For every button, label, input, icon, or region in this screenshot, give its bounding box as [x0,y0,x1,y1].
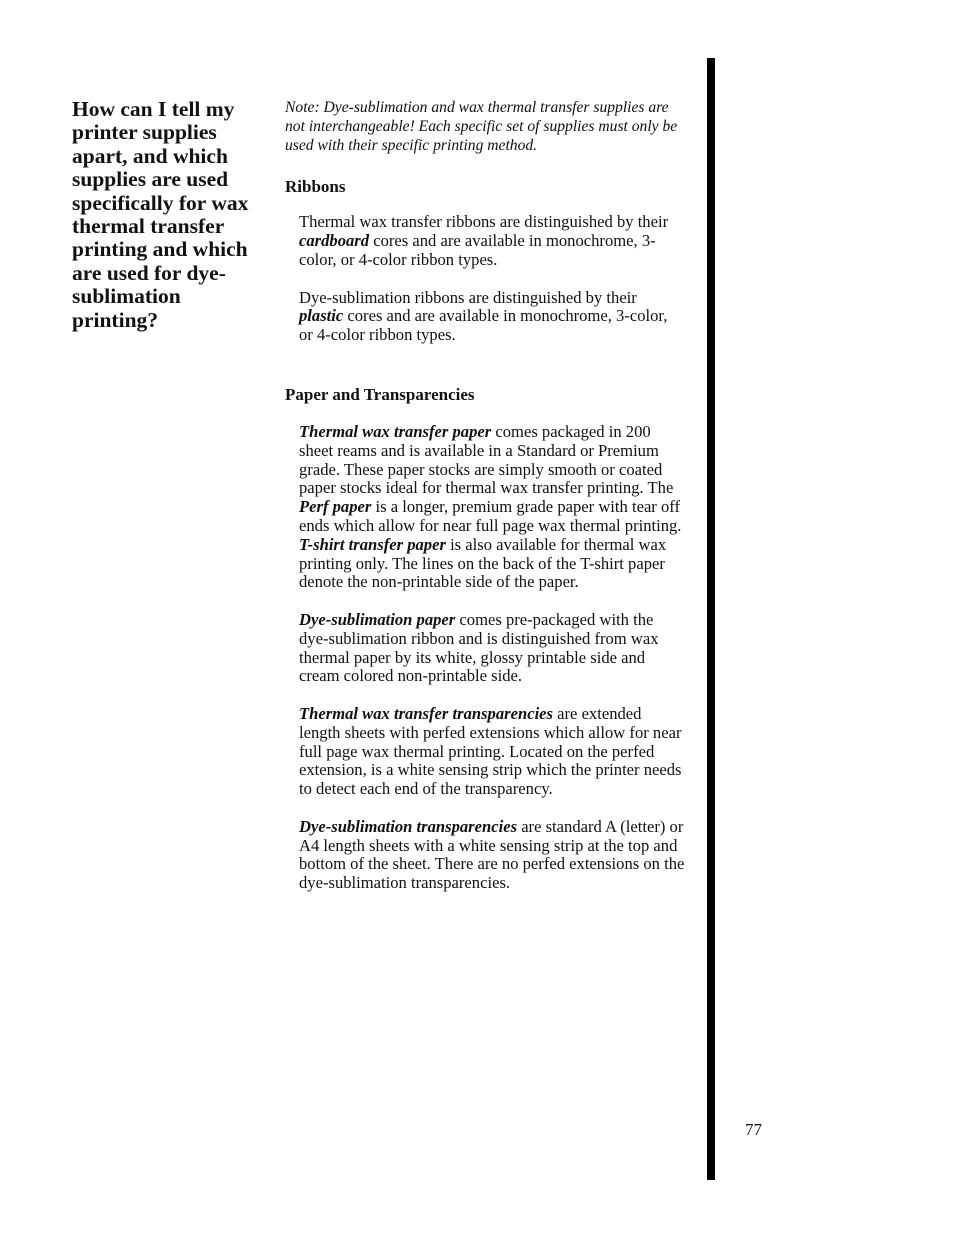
tshirt-paper-term: T-shirt transfer paper [299,534,446,554]
page-number: 77 [745,1120,762,1139]
wax-paper-text-b: is a longer, premium grade paper with tear off ends which allow for near full page wax thermal printing. [299,497,682,535]
wax-ribbon-paragraph [285,213,685,269]
wax-paper-paragraph [285,423,685,592]
wax-paper-text-c: is also available for thermal wax printing only. The lines on the back of the T-shirt paper denote the non-printable side of the paper. [299,534,667,592]
dye-transparencies-text: are standard A (letter) or A4 length sheets with a white sensing strip at the top and bottom of the sheet. There are no perfed extensions on the dye-sublimation transparencies. [299,816,685,893]
wax-paper-term: Thermal wax transfer paper [299,421,492,441]
dye-ribbon-term: plastic [299,306,344,326]
wax-transparencies-paragraph [285,705,685,799]
vertical-rule [707,58,715,1180]
dye-paper-text: comes pre-packaged with the dye-sublimation ribbon and is distinguished from wax thermal paper by its white, glossy printable side and cream colored non-printable side. [299,609,659,686]
dye-paper-paragraph [285,611,685,686]
question-heading: How can I tell my printer supplies apart, and which supplies are used specifically for wax thermal transfer printing and which are used for dye-sublimation printing? [72,97,249,332]
perf-paper-term: Perf paper [299,497,372,517]
dye-ribbon-text-b: cores and are available in monochrome, 3-color, or 4-color ribbon types. [299,306,668,345]
dye-transparencies-term: Dye-sublimation transparencies [299,816,518,836]
wax-ribbon-term: cardboard [299,231,370,251]
dye-paper-term: Dye-sublimation paper [299,609,456,629]
answer-content [285,99,685,893]
note: Note: Dye-sublimation and wax thermal transfer supplies are not interchangeable! Each specific set of supplies must only be used with their specific printing method. [285,99,678,154]
ribbons-heading: Ribbons [285,177,346,197]
wax-transparencies-term: Thermal wax transfer transparencies [299,703,554,723]
dye-ribbon-paragraph [285,289,685,345]
wax-transparencies-text: are extended length sheets with perfed extensions which allow for near full page wax thermal printing. Located on the perfed extension, is a white sensing strip which the printer needs to detect each end of the transparency. [299,703,682,799]
wax-ribbon-text-b: cores and are available in monochrome, 3-color, or 4-color ribbon types. [299,231,656,269]
paper-heading: Paper and Transparencies [285,384,475,404]
wax-paper-text-a: comes packaged in 200 sheet reams and is available in a Standard or Premium grade. These paper stocks are simply smooth or coated paper stocks ideal for thermal wax transfer printing. The [299,421,674,498]
dye-ribbon-text-a: Dye-sublimation ribbons are distinguished by their [299,287,637,307]
wax-ribbon-text-a: Thermal wax transfer ribbons are distinguished by their [299,212,669,232]
dye-transparencies-paragraph [285,818,685,893]
